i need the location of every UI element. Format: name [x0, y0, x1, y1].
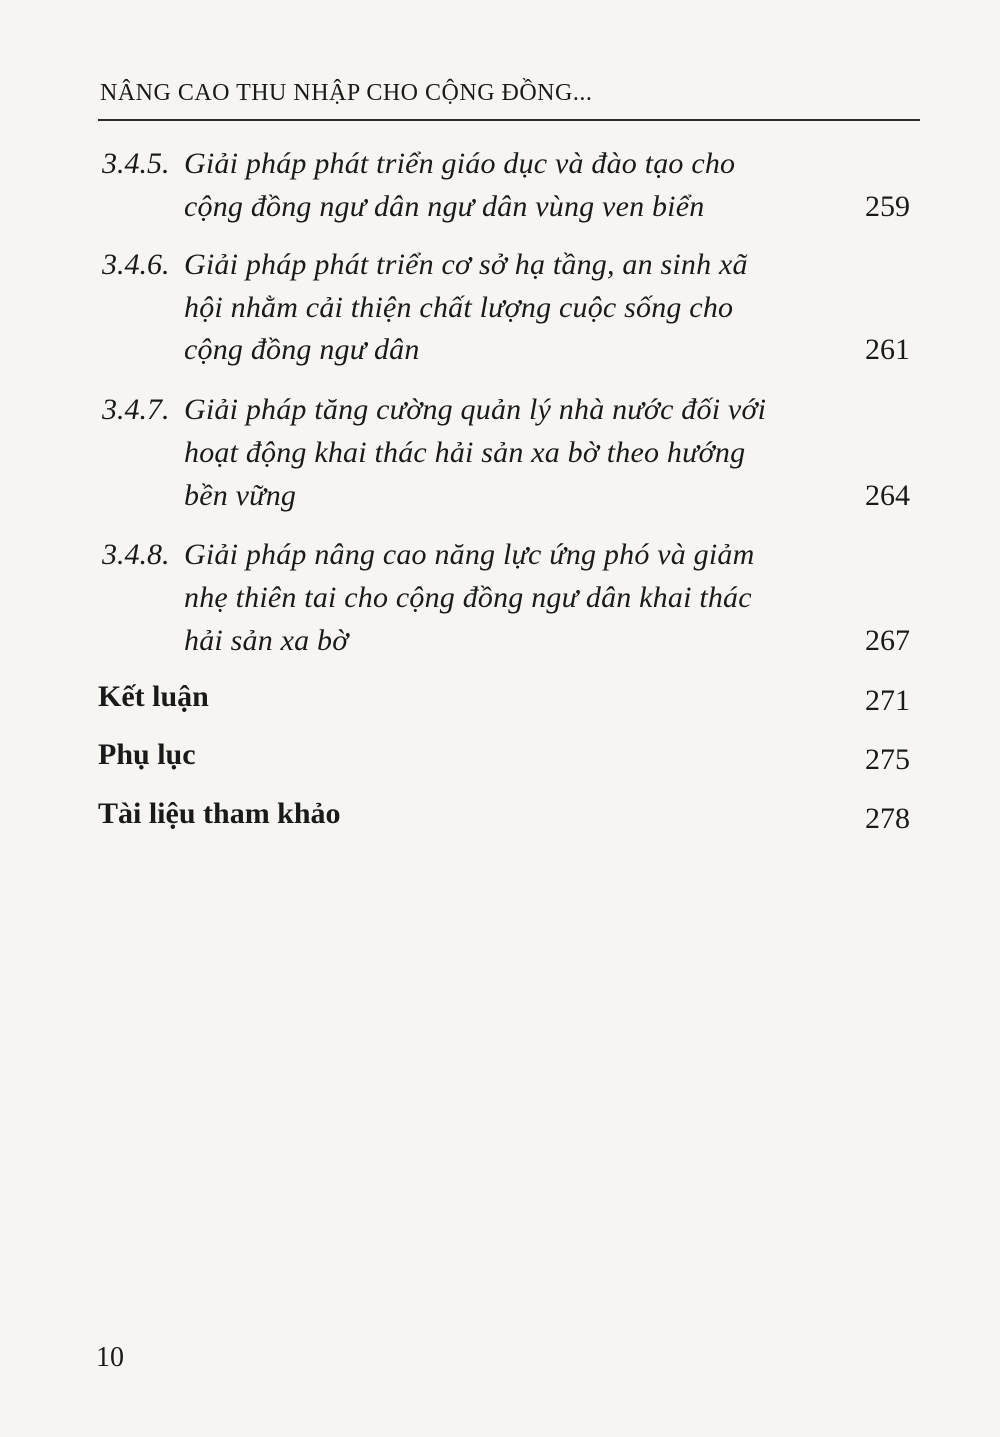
toc-entry-line: bền vững — [184, 479, 297, 512]
toc-entry-line: hải sản xa bờ — [184, 624, 349, 657]
toc-entry-line: Giải pháp tăng cường quản lý nhà nước đối với — [184, 393, 767, 426]
toc-entry-number: 3.4.6. — [102, 248, 170, 281]
toc-entry-line: hoạt động khai thác hải sản xa bờ theo hướng — [184, 436, 746, 469]
toc-entry-line: cộng đồng ngư dân — [184, 333, 420, 366]
toc-entry-title: Kết luận — [98, 680, 209, 713]
running-header: NÂNG CAO THU NHẬP CHO CỘNG ĐỒNG... — [100, 80, 593, 106]
toc-entry-line: Giải pháp nâng cao năng lực ứng phó và giảm — [184, 538, 755, 571]
toc-entry-line: cộng đồng ngư dân ngư dân vùng ven biển — [184, 190, 705, 223]
toc-entry-page: 278 — [865, 802, 910, 835]
toc-entry-title: Phụ lục — [98, 738, 196, 771]
toc-entry-page: 264 — [865, 479, 910, 512]
toc-entry-page: 259 — [865, 190, 910, 223]
toc-entry-page: 275 — [865, 743, 910, 776]
toc-entry-number: 3.4.5. — [102, 147, 170, 180]
toc-entry-page: 261 — [865, 333, 910, 366]
toc-entry-line: Giải pháp phát triển giáo dục và đào tạo cho — [184, 147, 736, 180]
toc-entry-number: 3.4.8. — [102, 538, 170, 571]
toc-entry-line: hội nhằm cải thiện chất lượng cuộc sống cho — [184, 291, 734, 324]
toc-entry-page: 271 — [865, 684, 910, 717]
toc-entry-page: 267 — [865, 624, 910, 657]
toc-entry-number: 3.4.7. — [102, 393, 170, 426]
toc-entry-title: Tài liệu tham khảo — [98, 797, 341, 830]
page-number: 10 — [96, 1342, 124, 1373]
toc-entry-line: Giải pháp phát triển cơ sở hạ tầng, an sinh xã — [184, 248, 748, 281]
toc-entry-line: nhẹ thiên tai cho cộng đồng ngư dân khai thác — [184, 581, 752, 614]
